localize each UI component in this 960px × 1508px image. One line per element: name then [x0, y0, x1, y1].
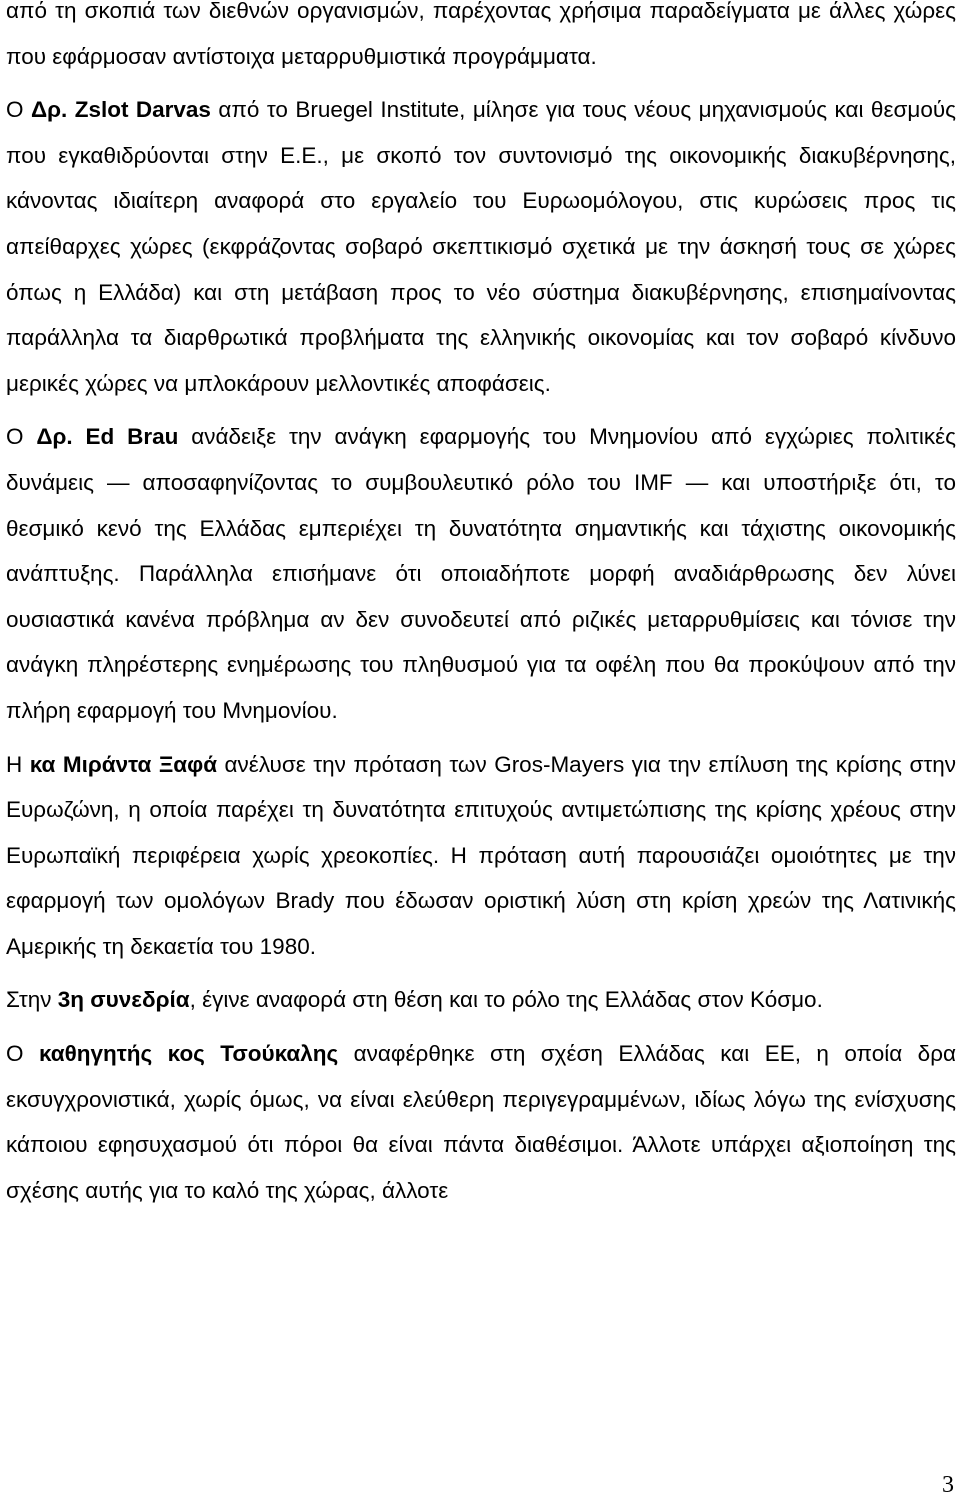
- session-name: 3η συνεδρία: [57, 987, 190, 1013]
- paragraph-text: από το Bruegel Institute, μίλησε για τους νέους μηχανισμούς και θεσμούς που εγκαθιδρύονται στην Ε.Ε., με σκοπό τον συντονισμό της οικονομικής διακυβέρνησης, κάνοντας ιδιαίτερη αναφορά στο εργαλείο του Ευρωομόλογου, στις κυρώσεις προς τις απείθαρχες χώρες (εκφράζοντας σοβαρό σκεπτικισμό σχετικά με την άσκησή τους σε χώρες όπως η Ελλάδα) και στη μετάβαση προς το νέο σύστημα διακυβέρνησης, επισημαίνοντας παράλληλα τα διαρθρωτικά προβλήματα της ελληνικής οικονομίας και τον σοβαρό κίνδυνο μερικές χώρες να μπλοκάρουν μελλοντικές αποφάσεις.: [6, 97, 956, 396]
- paragraph-prefix: Στην: [6, 987, 58, 1013]
- speaker-name: καθηγητής κος Τσούκαλης: [38, 1041, 339, 1067]
- paragraph-text: ανάδειξε την ανάγκη εφαρμογής του Μνημονίου από εγχώριες πολιτικές δυνάμεις — αποσαφηνίζοντας το συμβουλευτικό ρόλο του IMF — και υποστήριξε ότι, το θεσμικό κενό της Ελλάδας εμπεριέχει τη δυνατότητα σημαντικής και τάχιστης οικονομικής ανάπτυξης. Παράλληλα επισήμανε ότι οποιαδήποτε μορφή αναδιάρθρωσης δεν λύνει ουσιαστικά κανένα πρόβλημα αν δεν συνοδευτεί από ριζικές μεταρρυθμίσεις και τόνισε την ανάγκη πληρέστερης ενημέρωσης του πληθυσμού για τα οφέλη που θα προκύψουν από την πλήρη εφαρμογή του Μνημονίου.: [6, 424, 956, 723]
- paragraph-prefix: Η: [6, 751, 30, 777]
- speaker-name: κα Μιράντα Ξαφά: [29, 751, 218, 777]
- paragraph-intl-organisations: [6, 0, 956, 79]
- paragraph-xafa: [6, 742, 956, 970]
- paragraph-text: , έγινε αναφορά στη θέση και το ρόλο της Ελλάδας στον Κόσμο.: [189, 987, 823, 1013]
- paragraph-text: αναφέρθηκε στη σχέση Ελλάδας και ΕΕ, η οποία δρα εκσυγχρονιστικά, χωρίς όμως, να είναι ελεύθερη περιγεγραμμένων, ιδίως λόγω της ενίσχυσης κάποιου εφησυχασμού ότι πόροι θα είναι πάντα διαθέσιμοι. Άλλοτε υπάρχει αξιοποίηση της σχέσης αυτής για το καλό της χώρας, άλλοτε: [6, 1041, 957, 1203]
- paragraph-third-session: [6, 977, 956, 1023]
- paragraph-prefix: Ο: [6, 1041, 39, 1067]
- paragraph-prefix: Ο: [6, 97, 31, 123]
- paragraph-darvas: [6, 87, 956, 406]
- paragraph-tsoukalis: [6, 1031, 956, 1213]
- paragraph-prefix: Ο: [6, 424, 37, 450]
- paragraph-brau: [6, 414, 956, 733]
- speaker-name: Δρ. Ed Brau: [36, 424, 179, 450]
- document-page: [6, 0, 956, 1221]
- page-number: 3: [942, 1472, 954, 1498]
- paragraph-text: ανέλυσε την πρόταση των Gros-Mayers για την επίλυση της κρίσης στην Ευρωζώνη, η οποία παρέχει τη δυνατότητα επιτυχούς αντιμετώπισης της κρίσης χρέους στην Ευρωπαϊκή περιφέρεια χωρίς χρεοκοπίες. Η πρόταση αυτή παρουσιάζει ομοιότητες με την εφαρμογή των ομολόγων Brady που έδωσαν οριστική λύση στη κρίση χρεών της Λατινικής Αμερικής τη δεκαετία του 1980.: [6, 751, 957, 959]
- speaker-name: Δρ. Zslot Darvas: [30, 97, 211, 123]
- paragraph-text: από τη σκοπιά των διεθνών οργανισμών, παρέχοντας χρήσιμα παραδείγματα με άλλες χώρες που εφάρμοσαν αντίστοιχα μεταρρυθμιστικά προγράμματα.: [6, 0, 956, 69]
